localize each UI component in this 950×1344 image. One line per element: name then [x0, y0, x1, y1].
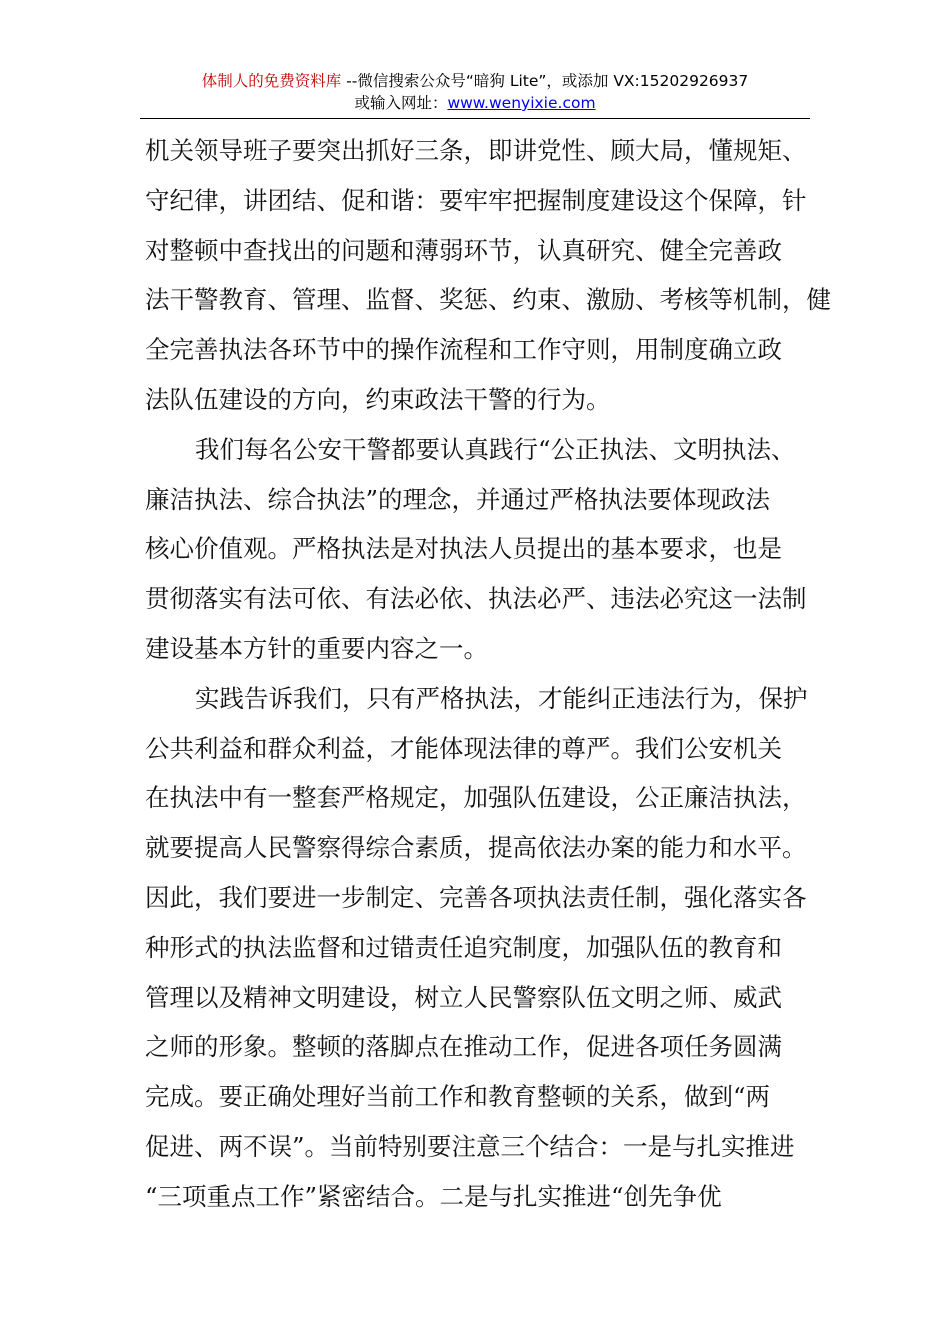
header-url-link[interactable]: www.wenyixie.com [447, 94, 596, 112]
body-line: 在执法中有一整套严格规定，加强队伍建设，公正廉洁执法， [145, 783, 807, 813]
body-line: 管理以及精神文明建设，树立人民警察队伍文明之师、威武 [145, 982, 782, 1012]
body-line: 全完善执法各环节中的操作流程和工作守则，用制度确立政 [145, 335, 782, 365]
page-header [0, 70, 950, 114]
paragraph-start-line: 实践告诉我们，只有严格执法，才能纠正违法行为，保护 [195, 683, 808, 713]
header-divider [140, 118, 810, 119]
body-line: 法干警教育、管理、监督、奖惩、约束、激励、考核等机制，健 [145, 285, 831, 315]
body-line: “三项重点工作”紧密结合。二是与扎实推进“创先争优 [145, 1181, 722, 1211]
body-line: 对整顿中查找出的问题和薄弱环节，认真研究、健全完善政 [145, 235, 782, 265]
body-line: 守纪律，讲团结、促和谐：要牢牢把握制度建设这个保障，针 [145, 185, 807, 215]
body-line: 因此，我们要进一步制定、完善各项执法责任制，强化落实各 [145, 882, 807, 912]
header-line-1 [0, 70, 950, 92]
paragraph-start-line: 我们每名公安干警都要认真践行“公正执法、文明执法、 [195, 434, 796, 464]
body-line: 公共利益和群众利益，才能体现法律的尊严。我们公安机关 [145, 733, 782, 763]
body-line: 廉洁执法、综合执法”的理念，并通过严格执法要体现政法 [145, 484, 771, 514]
header-line-2 [0, 92, 950, 114]
document-body [145, 126, 831, 1222]
body-line: 完成。要正确处理好当前工作和教育整顿的关系，做到“两 [145, 1082, 771, 1112]
body-line: 种形式的执法监督和过错责任追究制度，加强队伍的教育和 [145, 932, 782, 962]
header-notice: --微信搜索公众号“暗狗 Lite”，或添加 VX:15202926937 [341, 72, 749, 90]
header-brand: 体制人的免费资料库 [201, 72, 342, 90]
body-line: 贯彻落实有法可依、有法必依、执法必严、违法必究这一法制 [145, 584, 807, 614]
body-line: 法队伍建设的方向，约束政法干警的行为。 [145, 384, 611, 414]
body-line: 核心价值观。严格执法是对执法人员提出的基本要求，也是 [145, 534, 782, 564]
header-url-prefix: 或输入网址： [354, 94, 448, 112]
body-line: 之师的形象。整顿的落脚点在推动工作，促进各项任务圆满 [145, 1032, 782, 1062]
body-line: 建设基本方针的重要内容之一。 [145, 633, 488, 663]
body-line: 机关领导班子要突出抓好三条，即讲党性、顾大局，懂规矩、 [145, 136, 807, 165]
body-line: 就要提高人民警察得综合素质，提高依法办案的能力和水平。 [145, 833, 807, 863]
body-line: 促进、两不误”。当前特别要注意三个结合：一是与扎实推进 [145, 1131, 795, 1161]
